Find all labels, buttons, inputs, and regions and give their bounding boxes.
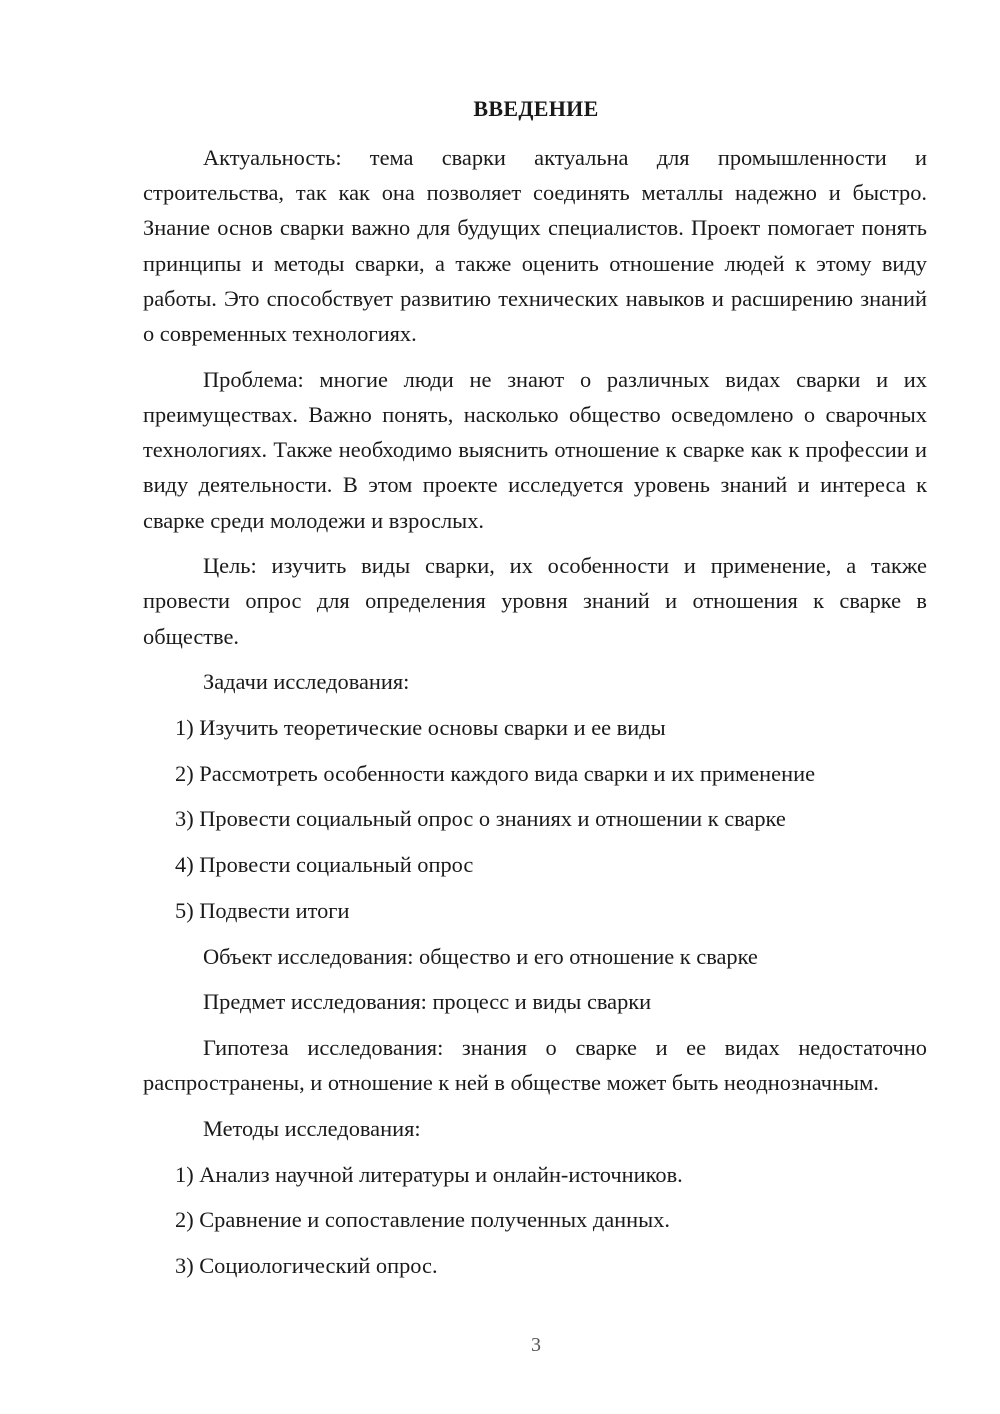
paragraph-subject: Предмет исследования: процесс и виды сварки bbox=[203, 989, 652, 1015]
list-item-method-2: 2) Сравнение и сопоставление полученных данных. bbox=[175, 1207, 670, 1233]
paragraph-goal: Цель: изучить виды сварки, их особенности и применение, а также провести опрос для определения уровня знаний и отношения к сварке в обществе. bbox=[143, 553, 927, 649]
paragraph-object: Объект исследования: общество и его отношение к сварке bbox=[203, 943, 758, 969]
list-item-method-3: 3) Социологический опрос. bbox=[175, 1252, 438, 1278]
list-item-task-3: 3) Провести социальный опрос о знаниях и отношении к сварке bbox=[175, 806, 786, 832]
list-item-task-2: 2) Рассмотреть особенности каждого вида сварки и их применение bbox=[175, 760, 816, 786]
methods-heading: Методы исследования: bbox=[203, 1115, 421, 1141]
paragraph-actuality: Актуальность: тема сварки актуальна для промышленности и строительства, так как она позволяет соединять металлы надежно и быстро. Знание основ сварки важно для будущих специалистов. Проект помогает понять принципы и методы сварки, а также оценить отношение людей к этому виду работы. Это способствует развитию технических навыков и расширению знаний о современных технологиях. bbox=[143, 145, 927, 347]
page-title: ВВЕДЕНИЕ bbox=[473, 96, 599, 121]
list-item-task-1: 1) Изучить теоретические основы сварки и ее виды bbox=[175, 715, 666, 741]
page-number: 3 bbox=[531, 1334, 541, 1356]
document-body bbox=[143, 140, 927, 1294]
list-item-task-4: 4) Провести социальный опрос bbox=[175, 852, 474, 878]
list-item-method-1: 1) Анализ научной литературы и онлайн-источников. bbox=[175, 1161, 683, 1187]
paragraph-problem: Проблема: многие люди не знают о различных видах сварки и их преимуществах. Важно понять, насколько общество осведомлено о сварочных технологиях. Также необходимо выяснить отношение к сварке как к профессии и виду деятельности. В этом проекте исследуется уровень знаний и интереса к сварке среди молодежи и взрослых. bbox=[143, 366, 927, 533]
tasks-heading: Задачи исследования: bbox=[203, 669, 410, 695]
list-item-task-5: 5) Подвести итоги bbox=[175, 897, 350, 923]
paragraph-hypothesis: Гипотеза исследования: знания о сварке и ее видах недостаточно распространены, и отношение к ней в обществе может быть неоднозначным. bbox=[143, 1034, 927, 1096]
methods-list bbox=[143, 1157, 927, 1284]
tasks-list bbox=[143, 710, 927, 928]
